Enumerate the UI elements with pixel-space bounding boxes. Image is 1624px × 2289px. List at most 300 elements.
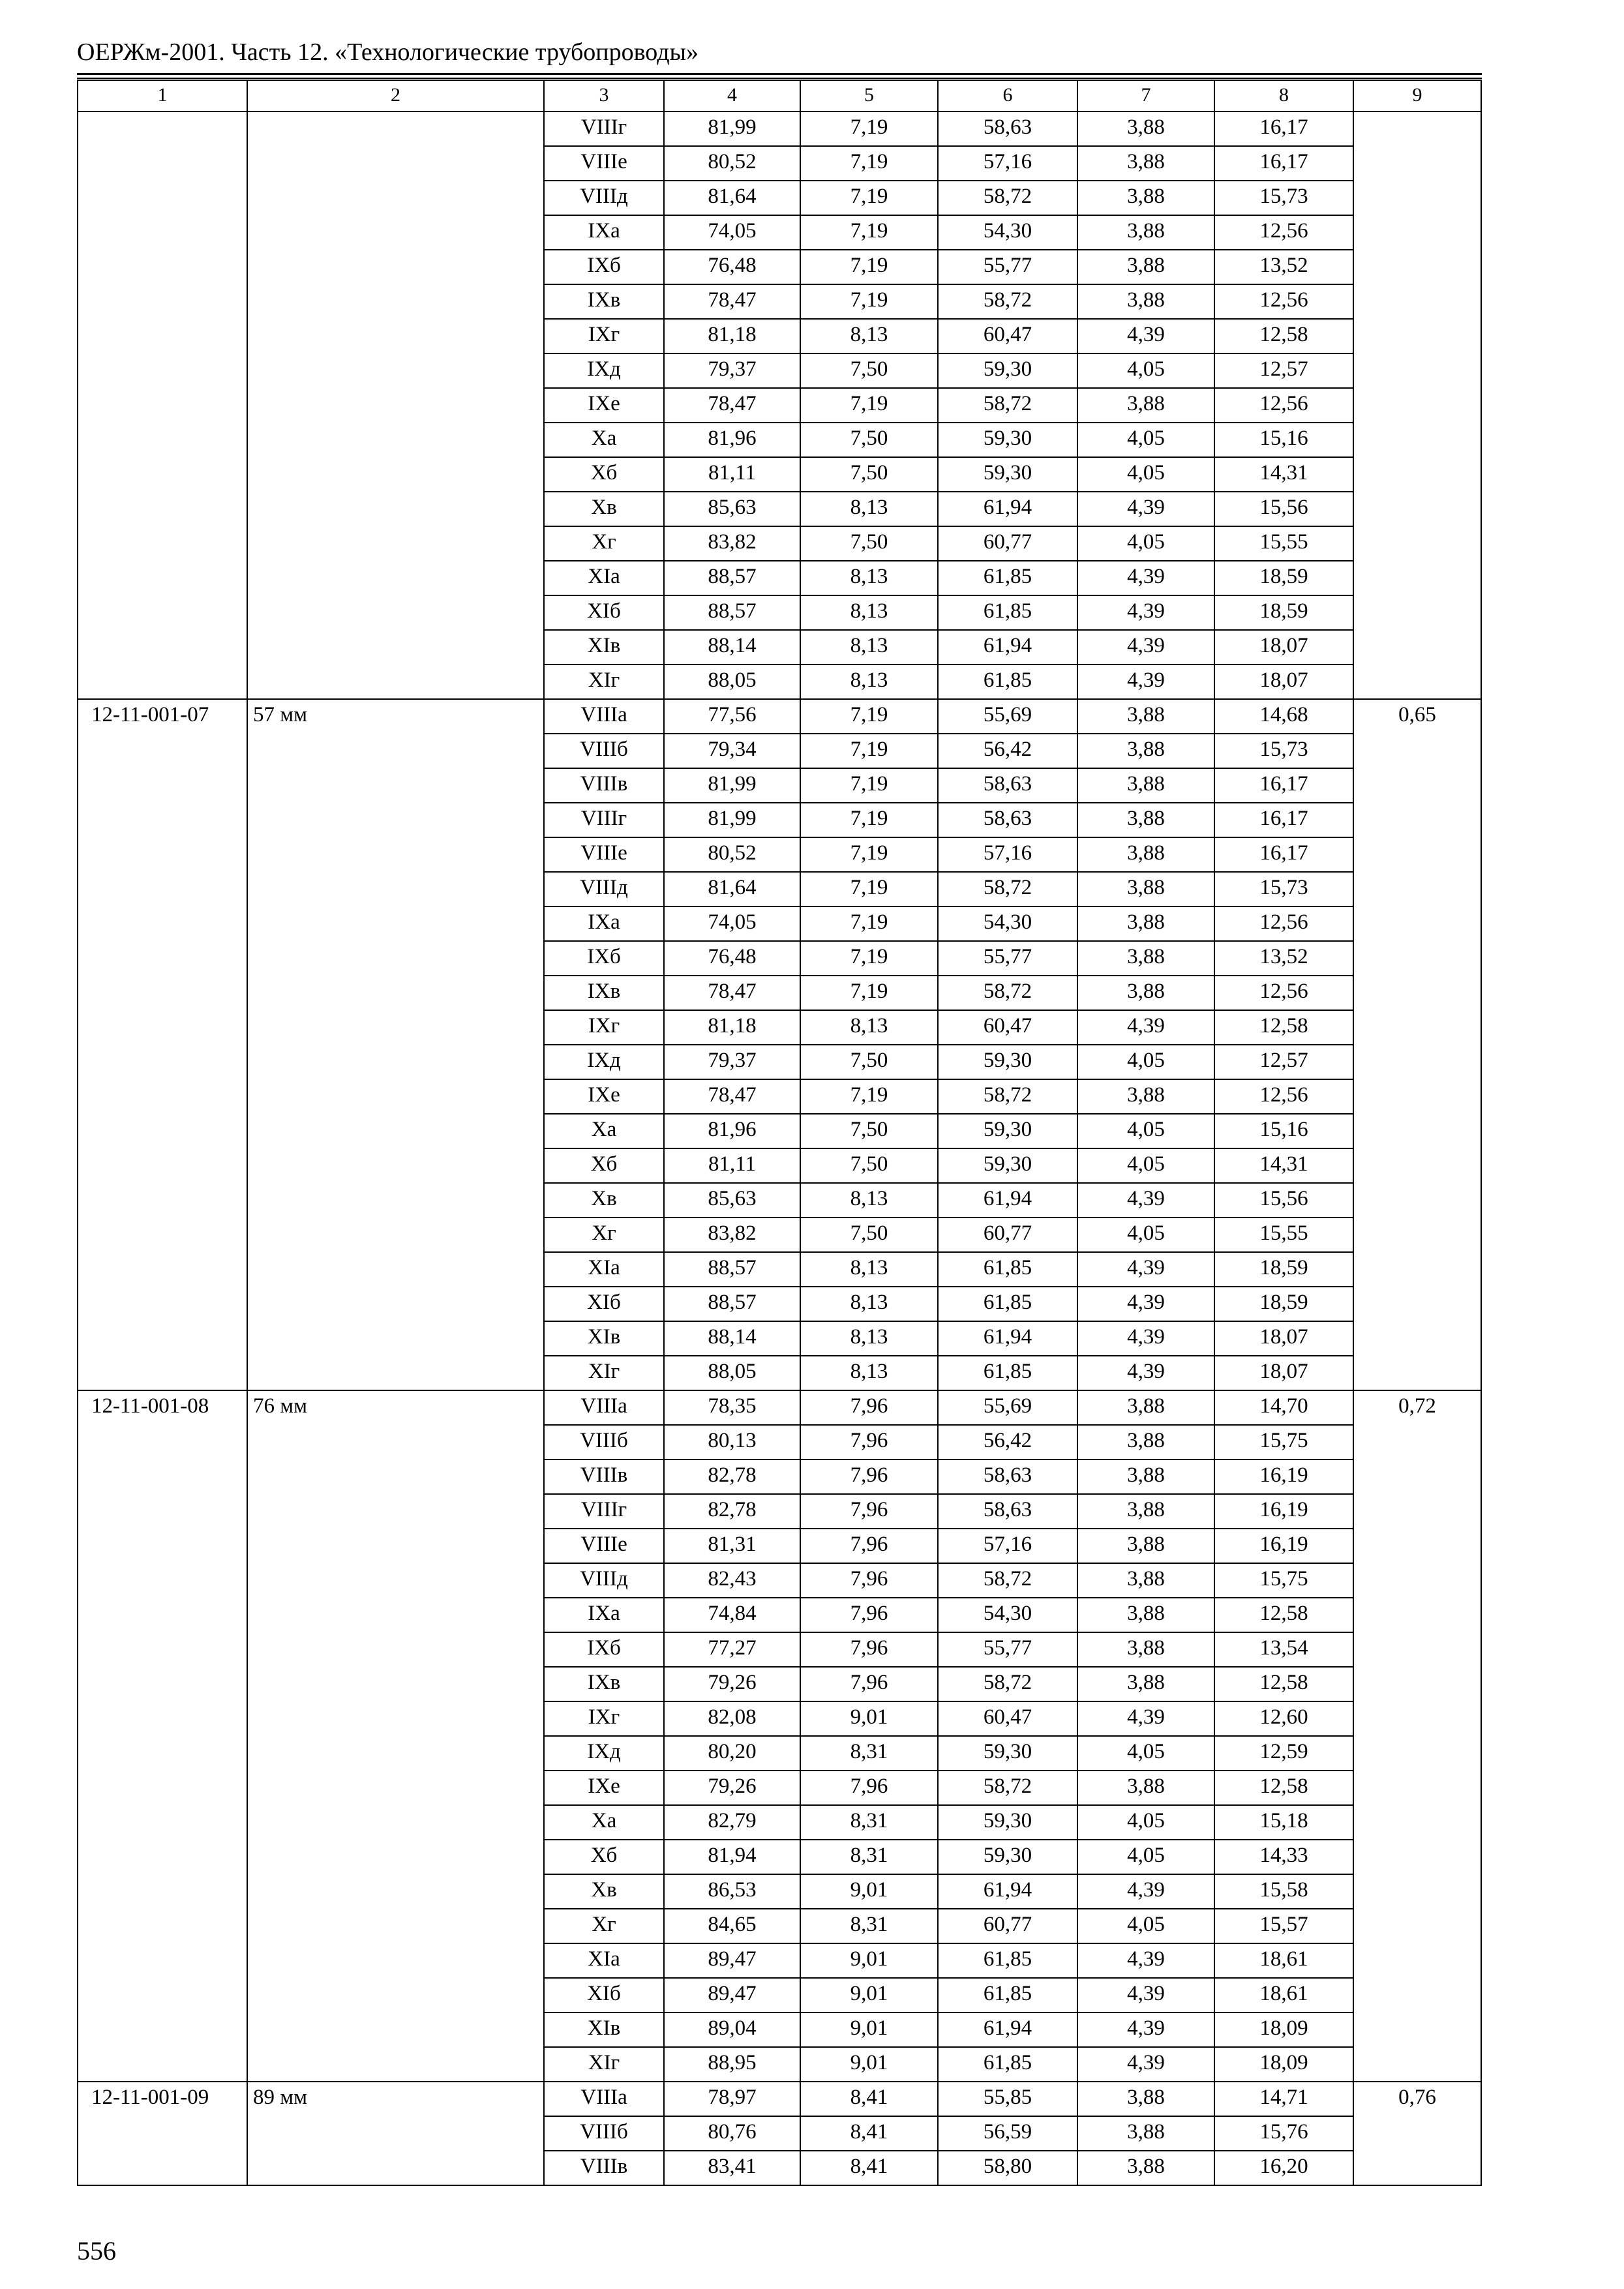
col7-cell: 3,88 — [1077, 250, 1214, 284]
col8-cell: 15,55 — [1214, 1218, 1353, 1252]
column-number-cell: 1 — [78, 80, 247, 112]
col5-cell: 7,50 — [800, 457, 938, 492]
col4-cell: 84,65 — [664, 1909, 800, 1943]
col7-cell: 4,39 — [1077, 1010, 1214, 1045]
col8-cell: 16,17 — [1214, 146, 1353, 181]
category-cell: Xв — [544, 1183, 664, 1218]
category-cell: Xб — [544, 1148, 664, 1183]
col6-cell: 55,69 — [938, 699, 1077, 734]
col8-cell: 15,16 — [1214, 1114, 1353, 1148]
page-number: 556 — [77, 2236, 116, 2266]
col5-cell: 7,19 — [800, 699, 938, 734]
category-cell: VIIIe — [544, 1529, 664, 1563]
col8-cell: 18,09 — [1214, 2012, 1353, 2047]
col4-cell: 80,52 — [664, 837, 800, 872]
col7-cell: 3,88 — [1077, 1079, 1214, 1114]
col4-cell: 74,84 — [664, 1598, 800, 1632]
pipe-size-cell: 89 мм — [247, 2082, 544, 2185]
col6-cell: 58,72 — [938, 872, 1077, 906]
col6-cell: 61,85 — [938, 595, 1077, 630]
col8-cell: 12,60 — [1214, 1701, 1353, 1736]
col4-cell: 80,20 — [664, 1736, 800, 1771]
col8-cell: 15,57 — [1214, 1909, 1353, 1943]
category-cell: VIIIв — [544, 1459, 664, 1494]
category-cell: Xa — [544, 1114, 664, 1148]
col7-cell: 4,05 — [1077, 457, 1214, 492]
col6-cell: 59,30 — [938, 457, 1077, 492]
col6-cell: 61,85 — [938, 1943, 1077, 1978]
category-cell: Xг — [544, 1909, 664, 1943]
column-number-cell: 8 — [1214, 80, 1353, 112]
col6-cell: 58,63 — [938, 768, 1077, 803]
col8-cell: 12,58 — [1214, 319, 1353, 353]
col9-cell: 0,76 — [1353, 2082, 1481, 2185]
col5-cell: 7,19 — [800, 284, 938, 319]
col7-cell: 4,39 — [1077, 1356, 1214, 1390]
col4-cell: 89,47 — [664, 1978, 800, 2012]
col5-cell: 7,19 — [800, 1079, 938, 1114]
category-cell: IXe — [544, 1771, 664, 1805]
category-cell: Xб — [544, 457, 664, 492]
col8-cell: 15,75 — [1214, 1425, 1353, 1459]
category-cell: VIIIб — [544, 1425, 664, 1459]
col7-cell: 3,88 — [1077, 181, 1214, 215]
col4-cell: 89,04 — [664, 2012, 800, 2047]
category-cell: IXд — [544, 1736, 664, 1771]
col7-cell: 4,39 — [1077, 319, 1214, 353]
col6-cell: 54,30 — [938, 1598, 1077, 1632]
col5-cell: 7,96 — [800, 1771, 938, 1805]
col5-cell: 7,50 — [800, 1045, 938, 1079]
col4-cell: 82,79 — [664, 1805, 800, 1840]
col4-cell: 88,14 — [664, 630, 800, 665]
col6-cell: 60,47 — [938, 319, 1077, 353]
category-cell: IXa — [544, 215, 664, 250]
col6-cell: 58,72 — [938, 976, 1077, 1010]
category-cell: IXб — [544, 250, 664, 284]
category-cell: IXд — [544, 1045, 664, 1079]
col4-cell: 79,37 — [664, 1045, 800, 1079]
col5-cell: 7,19 — [800, 215, 938, 250]
col5-cell: 8,41 — [800, 2116, 938, 2151]
col4-cell: 78,47 — [664, 284, 800, 319]
col8-cell: 12,58 — [1214, 1667, 1353, 1701]
col5-cell: 7,19 — [800, 803, 938, 837]
col6-cell: 61,85 — [938, 665, 1077, 699]
table-row — [78, 112, 1481, 146]
col9-cell: 0,72 — [1353, 1390, 1481, 2082]
col4-cell: 88,57 — [664, 561, 800, 595]
col7-cell: 4,39 — [1077, 1978, 1214, 2012]
col5-cell: 8,31 — [800, 1909, 938, 1943]
col8-cell: 12,58 — [1214, 1771, 1353, 1805]
col7-cell: 3,88 — [1077, 284, 1214, 319]
col8-cell: 12,58 — [1214, 1010, 1353, 1045]
col5-cell: 7,19 — [800, 872, 938, 906]
rate-code-cell: 12-11-001-07 — [78, 699, 247, 1390]
col8-cell: 16,19 — [1214, 1529, 1353, 1563]
col7-cell: 4,05 — [1077, 1909, 1214, 1943]
category-cell: VIIIг — [544, 803, 664, 837]
col5-cell: 7,19 — [800, 976, 938, 1010]
col7-cell: 3,88 — [1077, 734, 1214, 768]
col8-cell: 14,33 — [1214, 1840, 1353, 1874]
col6-cell: 56,59 — [938, 2116, 1077, 2151]
category-cell: IXa — [544, 1598, 664, 1632]
col4-cell: 78,47 — [664, 388, 800, 423]
col4-cell: 77,56 — [664, 699, 800, 734]
col7-cell: 3,88 — [1077, 2082, 1214, 2116]
col5-cell: 8,13 — [800, 630, 938, 665]
col4-cell: 74,05 — [664, 215, 800, 250]
col6-cell: 59,30 — [938, 1045, 1077, 1079]
col7-cell: 3,88 — [1077, 872, 1214, 906]
col7-cell: 3,88 — [1077, 1771, 1214, 1805]
col7-cell: 3,88 — [1077, 906, 1214, 941]
col7-cell: 4,05 — [1077, 1805, 1214, 1840]
col6-cell: 55,77 — [938, 250, 1077, 284]
col8-cell: 13,52 — [1214, 941, 1353, 976]
col6-cell: 58,72 — [938, 181, 1077, 215]
category-cell: Xa — [544, 1805, 664, 1840]
col7-cell: 4,05 — [1077, 353, 1214, 388]
col5-cell: 7,19 — [800, 112, 938, 146]
category-cell: VIIIв — [544, 768, 664, 803]
col4-cell: 88,95 — [664, 2047, 800, 2082]
col5-cell: 8,13 — [800, 1183, 938, 1218]
col6-cell: 55,69 — [938, 1390, 1077, 1425]
col7-cell: 4,39 — [1077, 1943, 1214, 1978]
category-cell: VIIIг — [544, 1494, 664, 1529]
col6-cell: 61,94 — [938, 630, 1077, 665]
col6-cell: 61,94 — [938, 1183, 1077, 1218]
col6-cell: 59,30 — [938, 1148, 1077, 1183]
col8-cell: 14,68 — [1214, 699, 1353, 734]
col7-cell: 3,88 — [1077, 1425, 1214, 1459]
category-cell: Xa — [544, 423, 664, 457]
col5-cell: 8,31 — [800, 1736, 938, 1771]
col8-cell: 12,57 — [1214, 1045, 1353, 1079]
col5-cell: 8,13 — [800, 1287, 938, 1321]
col4-cell: 81,96 — [664, 423, 800, 457]
col6-cell: 61,85 — [938, 1252, 1077, 1287]
col4-cell: 79,26 — [664, 1771, 800, 1805]
col4-cell: 81,99 — [664, 803, 800, 837]
col6-cell: 59,30 — [938, 1840, 1077, 1874]
col5-cell: 8,13 — [800, 1321, 938, 1356]
col8-cell: 12,57 — [1214, 353, 1353, 388]
col8-cell: 16,17 — [1214, 837, 1353, 872]
col4-cell: 89,47 — [664, 1943, 800, 1978]
col8-cell: 16,17 — [1214, 768, 1353, 803]
col4-cell: 85,63 — [664, 492, 800, 526]
column-number-cell: 9 — [1353, 80, 1481, 112]
col5-cell: 7,50 — [800, 526, 938, 561]
col8-cell: 16,19 — [1214, 1459, 1353, 1494]
col8-cell: 16,19 — [1214, 1494, 1353, 1529]
category-cell: XIг — [544, 2047, 664, 2082]
col5-cell: 8,13 — [800, 492, 938, 526]
col5-cell: 7,50 — [800, 353, 938, 388]
col8-cell: 14,71 — [1214, 2082, 1353, 2116]
col8-cell: 13,52 — [1214, 250, 1353, 284]
col5-cell: 7,19 — [800, 941, 938, 976]
col6-cell: 60,47 — [938, 1010, 1077, 1045]
col6-cell: 58,63 — [938, 1494, 1077, 1529]
category-cell: IXa — [544, 906, 664, 941]
category-cell: VIIIa — [544, 1390, 664, 1425]
col5-cell: 8,13 — [800, 665, 938, 699]
col8-cell: 18,59 — [1214, 1252, 1353, 1287]
col6-cell: 58,80 — [938, 2151, 1077, 2185]
column-number-cell: 4 — [664, 80, 800, 112]
col5-cell: 7,96 — [800, 1598, 938, 1632]
col7-cell: 3,88 — [1077, 388, 1214, 423]
col8-cell: 15,73 — [1214, 181, 1353, 215]
column-number-cell: 7 — [1077, 80, 1214, 112]
category-cell: VIIIa — [544, 699, 664, 734]
col7-cell: 3,88 — [1077, 837, 1214, 872]
col7-cell: 4,39 — [1077, 1287, 1214, 1321]
category-cell: XIб — [544, 1978, 664, 2012]
header-rule-thick — [77, 73, 1482, 75]
table-row — [78, 1390, 1481, 1425]
col5-cell: 7,50 — [800, 1148, 938, 1183]
col7-cell: 3,88 — [1077, 941, 1214, 976]
col5-cell: 7,19 — [800, 906, 938, 941]
col9-cell: 0,65 — [1353, 699, 1481, 1390]
column-number-cell: 3 — [544, 80, 664, 112]
col7-cell: 3,88 — [1077, 976, 1214, 1010]
col8-cell: 12,56 — [1214, 906, 1353, 941]
category-cell: VIIIд — [544, 1563, 664, 1598]
col5-cell: 7,96 — [800, 1563, 938, 1598]
col5-cell: 8,13 — [800, 1252, 938, 1287]
col6-cell: 58,63 — [938, 803, 1077, 837]
col8-cell: 12,56 — [1214, 388, 1353, 423]
col5-cell: 8,31 — [800, 1805, 938, 1840]
col4-cell: 76,48 — [664, 941, 800, 976]
col4-cell: 81,64 — [664, 181, 800, 215]
col4-cell: 76,48 — [664, 250, 800, 284]
col4-cell: 74,05 — [664, 906, 800, 941]
col7-cell: 4,05 — [1077, 526, 1214, 561]
col4-cell: 88,14 — [664, 1321, 800, 1356]
col7-cell: 3,88 — [1077, 803, 1214, 837]
col4-cell: 81,99 — [664, 112, 800, 146]
col7-cell: 4,39 — [1077, 561, 1214, 595]
col6-cell: 55,85 — [938, 2082, 1077, 2116]
col6-cell: 55,77 — [938, 941, 1077, 976]
col4-cell: 77,27 — [664, 1632, 800, 1667]
col6-cell: 58,72 — [938, 284, 1077, 319]
col5-cell: 8,13 — [800, 561, 938, 595]
col8-cell: 18,07 — [1214, 630, 1353, 665]
page-header-title: ОЕРЖм-2001. Часть 12. «Технологические трубопроводы» — [77, 38, 699, 66]
col8-cell: 18,07 — [1214, 665, 1353, 699]
col4-cell: 85,63 — [664, 1183, 800, 1218]
col7-cell: 3,88 — [1077, 1598, 1214, 1632]
category-cell: VIIIб — [544, 2116, 664, 2151]
col7-cell: 4,39 — [1077, 2047, 1214, 2082]
col6-cell: 54,30 — [938, 215, 1077, 250]
header-rule-thin — [77, 78, 1482, 79]
col4-cell: 88,05 — [664, 1356, 800, 1390]
category-cell: IXд — [544, 353, 664, 388]
col5-cell: 9,01 — [800, 1701, 938, 1736]
category-cell: XIг — [544, 1356, 664, 1390]
col6-cell: 56,42 — [938, 734, 1077, 768]
col5-cell: 8,31 — [800, 1840, 938, 1874]
col6-cell: 59,30 — [938, 1114, 1077, 1148]
col6-cell: 58,72 — [938, 1563, 1077, 1598]
col5-cell: 7,96 — [800, 1390, 938, 1425]
col6-cell: 55,77 — [938, 1632, 1077, 1667]
category-cell: XIa — [544, 561, 664, 595]
col5-cell: 9,01 — [800, 1978, 938, 2012]
col6-cell: 61,94 — [938, 1874, 1077, 1909]
table-row — [78, 2082, 1481, 2116]
col6-cell: 60,77 — [938, 1218, 1077, 1252]
col5-cell: 7,19 — [800, 837, 938, 872]
col7-cell: 3,88 — [1077, 2116, 1214, 2151]
category-cell: XIб — [544, 1287, 664, 1321]
category-cell: XIв — [544, 2012, 664, 2047]
col4-cell: 81,11 — [664, 457, 800, 492]
rate-code-cell — [78, 112, 247, 699]
col5-cell: 9,01 — [800, 2012, 938, 2047]
category-cell: XIг — [544, 665, 664, 699]
col6-cell: 61,94 — [938, 492, 1077, 526]
category-cell: IXб — [544, 1632, 664, 1667]
col8-cell: 18,61 — [1214, 1943, 1353, 1978]
col8-cell: 16,17 — [1214, 803, 1353, 837]
col4-cell: 79,26 — [664, 1667, 800, 1701]
col8-cell: 14,31 — [1214, 457, 1353, 492]
column-number-cell: 5 — [800, 80, 938, 112]
col4-cell: 81,18 — [664, 319, 800, 353]
col7-cell: 3,88 — [1077, 2151, 1214, 2185]
col4-cell: 82,78 — [664, 1494, 800, 1529]
col8-cell: 12,56 — [1214, 976, 1353, 1010]
category-cell: Xг — [544, 1218, 664, 1252]
col6-cell: 57,16 — [938, 146, 1077, 181]
col7-cell: 3,88 — [1077, 1459, 1214, 1494]
col4-cell: 82,08 — [664, 1701, 800, 1736]
category-cell: Xг — [544, 526, 664, 561]
rates-table — [77, 80, 1482, 2186]
col8-cell: 13,54 — [1214, 1632, 1353, 1667]
col6-cell: 58,72 — [938, 1667, 1077, 1701]
col5-cell: 8,13 — [800, 319, 938, 353]
col4-cell: 82,78 — [664, 1459, 800, 1494]
category-cell: IXв — [544, 1667, 664, 1701]
col5-cell: 7,96 — [800, 1529, 938, 1563]
col8-cell: 18,61 — [1214, 1978, 1353, 2012]
col6-cell: 58,72 — [938, 1079, 1077, 1114]
col5-cell: 9,01 — [800, 2047, 938, 2082]
category-cell: IXб — [544, 941, 664, 976]
col4-cell: 78,97 — [664, 2082, 800, 2116]
col6-cell: 59,30 — [938, 423, 1077, 457]
col5-cell: 7,50 — [800, 423, 938, 457]
category-cell: VIIIa — [544, 2082, 664, 2116]
col4-cell: 79,34 — [664, 734, 800, 768]
col8-cell: 12,56 — [1214, 1079, 1353, 1114]
category-cell: XIб — [544, 595, 664, 630]
rate-code-cell: 12-11-001-09 — [78, 2082, 247, 2185]
col8-cell: 18,59 — [1214, 595, 1353, 630]
col4-cell: 80,13 — [664, 1425, 800, 1459]
col4-cell: 83,82 — [664, 1218, 800, 1252]
col4-cell: 88,05 — [664, 665, 800, 699]
col5-cell: 8,41 — [800, 2082, 938, 2116]
category-cell: VIIIд — [544, 872, 664, 906]
col8-cell: 18,09 — [1214, 2047, 1353, 2082]
col4-cell: 81,18 — [664, 1010, 800, 1045]
category-cell: XIв — [544, 630, 664, 665]
col9-cell — [1353, 112, 1481, 699]
col4-cell: 79,37 — [664, 353, 800, 388]
category-cell: VIIIв — [544, 2151, 664, 2185]
col8-cell: 14,70 — [1214, 1390, 1353, 1425]
col4-cell: 88,57 — [664, 1252, 800, 1287]
col5-cell: 7,19 — [800, 388, 938, 423]
col6-cell: 58,63 — [938, 1459, 1077, 1494]
col8-cell: 15,73 — [1214, 734, 1353, 768]
col7-cell: 3,88 — [1077, 1494, 1214, 1529]
col5-cell: 7,96 — [800, 1459, 938, 1494]
col8-cell: 15,56 — [1214, 492, 1353, 526]
col4-cell: 81,31 — [664, 1529, 800, 1563]
col7-cell: 4,39 — [1077, 1701, 1214, 1736]
col4-cell: 80,76 — [664, 2116, 800, 2151]
category-cell: IXв — [544, 976, 664, 1010]
col8-cell: 15,16 — [1214, 423, 1353, 457]
col4-cell: 81,96 — [664, 1114, 800, 1148]
col7-cell: 3,88 — [1077, 112, 1214, 146]
col6-cell: 60,47 — [938, 1701, 1077, 1736]
category-cell: XIa — [544, 1943, 664, 1978]
col4-cell: 81,64 — [664, 872, 800, 906]
category-cell: IXг — [544, 1701, 664, 1736]
table-row — [78, 699, 1481, 734]
category-cell: VIIIг — [544, 112, 664, 146]
col7-cell: 4,05 — [1077, 1736, 1214, 1771]
col8-cell: 15,75 — [1214, 1563, 1353, 1598]
col6-cell: 61,94 — [938, 1321, 1077, 1356]
col7-cell: 4,39 — [1077, 492, 1214, 526]
col6-cell: 61,85 — [938, 1978, 1077, 2012]
col6-cell: 59,30 — [938, 1736, 1077, 1771]
col6-cell: 59,30 — [938, 1805, 1077, 1840]
col4-cell: 83,82 — [664, 526, 800, 561]
col6-cell: 61,85 — [938, 1287, 1077, 1321]
col7-cell: 3,88 — [1077, 768, 1214, 803]
col6-cell: 58,72 — [938, 388, 1077, 423]
col6-cell: 60,77 — [938, 1909, 1077, 1943]
col4-cell: 82,43 — [664, 1563, 800, 1598]
col6-cell: 59,30 — [938, 353, 1077, 388]
category-cell: Xв — [544, 492, 664, 526]
col5-cell: 7,96 — [800, 1667, 938, 1701]
col8-cell: 15,76 — [1214, 2116, 1353, 2151]
col8-cell: 15,55 — [1214, 526, 1353, 561]
col7-cell: 4,05 — [1077, 1840, 1214, 1874]
category-cell: IXг — [544, 1010, 664, 1045]
col7-cell: 3,88 — [1077, 146, 1214, 181]
col7-cell: 4,39 — [1077, 1874, 1214, 1909]
